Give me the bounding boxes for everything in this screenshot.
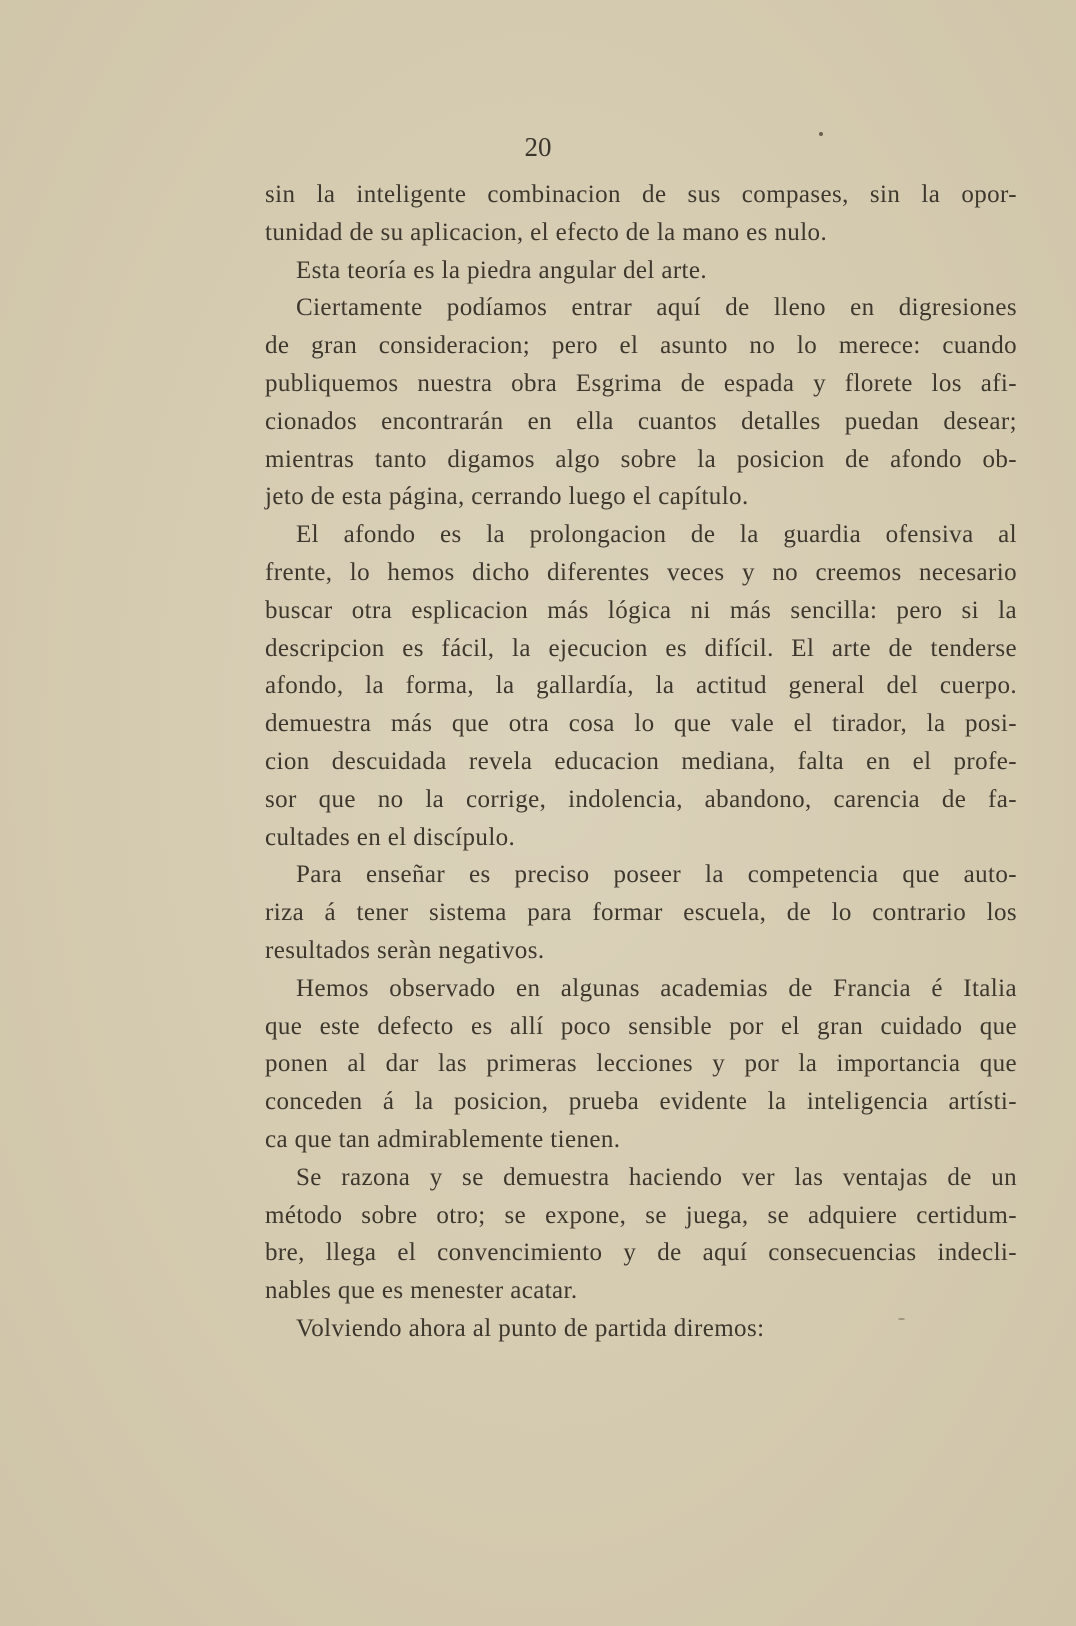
text-line: método sobre otro; se expone, se juega, se adquiere certidum- [265,1201,1017,1229]
text-line: Para enseñar es preciso poseer la competencia que auto- [296,861,1017,889]
text-line: cion descuidada revela educacion mediana, falta en el profe- [265,747,1017,775]
text-line: Se razona y se demuestra haciendo ver las ventajas de un [296,1163,1017,1191]
text-line: afondo, la forma, la gallardía, la actitud general del cuerpo. [265,672,1017,700]
text-line: Hemos observado en algunas academias de Francia é Italia [296,974,1017,1002]
text-line: ca que tan admirablemente tienen. [265,1125,621,1153]
text-line: El afondo es la prolongacion de la guardia ofensiva al [296,521,1017,549]
text-line: Ciertamente podíamos entrar aquí de lleno en digresiones [296,294,1017,322]
text-line: mientras tanto digamos algo sobre la posicion de afondo ob- [265,445,1017,473]
text-line: que este defecto es allí poco sensible por el gran cuidado que [265,1012,1017,1040]
body-text [265,176,1017,1348]
text-line: resultados seràn negativos. [265,936,545,964]
text-line: sin la inteligente combinacion de sus compases, sin la opor- [265,181,1017,208]
text-line: frente, lo hemos dicho diferentes veces y no creemos necesario [265,558,1017,586]
text-line: de gran consideracion; pero el asunto no lo merece: cuando [265,332,1017,360]
text-line: demuestra más que otra cosa lo que vale el tirador, la posi- [265,710,1017,738]
text-line: Esta teoría es la piedra angular del arte. [296,256,708,284]
text-line: Volviendo ahora al punto de partida diremos: [296,1314,765,1342]
text-line: conceden á la posicion, prueba evidente la inteligencia artísti- [265,1088,1017,1116]
text-line: sor que no la corrige, indolencia, abandono, carencia de fa- [265,785,1017,813]
text-line: publiquemos nuestra obra Esgrima de espada y florete los afi- [265,369,1017,397]
text-line: nables que es menester acatar. [265,1277,578,1305]
text-line: descripcion es fácil, la ejecucion es difícil. El arte de tenderse [265,634,1017,662]
text-line: jeto de esta página, cerrando luego el capítulo. [265,483,749,511]
text-line: tunidad de su aplicacion, el efecto de la mano es nulo. [265,218,828,246]
text-line: bre, llega el convencimiento y de aquí consecuencias indecli- [265,1239,1017,1267]
text-line: riza á tener sistema para formar escuela, de lo contrario los [265,899,1017,927]
text-line: ponen al dar las primeras lecciones y por la importancia que [265,1050,1017,1078]
text-line: cultades en el discípulo. [265,823,516,851]
paper-speck [898,1318,905,1320]
text-line: buscar otra esplicacion más lógica ni más sencilla: pero si la [265,596,1017,624]
text-line: cionados encontrarán en ella cuantos detalles puedan desear; [265,407,1017,435]
paper-speck [819,132,823,136]
page-number: 20 [524,132,552,162]
